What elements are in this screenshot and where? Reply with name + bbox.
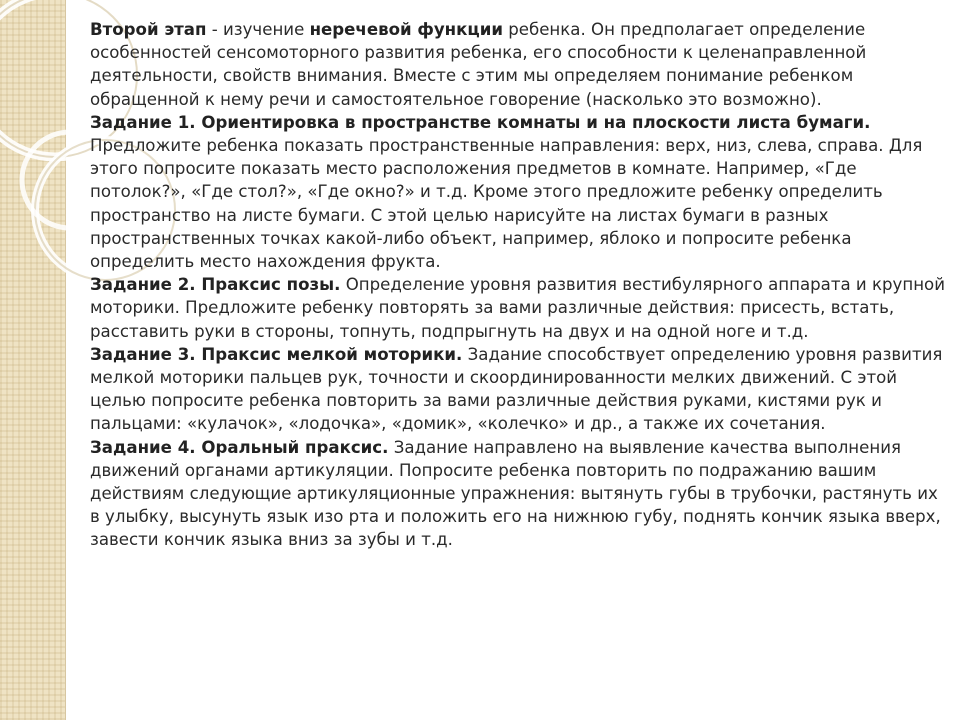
decorative-side-panel <box>0 0 66 720</box>
task-paragraph-1 <box>90 111 950 273</box>
stage-title: Второй этап <box>90 20 207 39</box>
task-text-1: Предложите ребенка показать пространственные направления: верх, низ, слева, справа. Для этого попросите показать место расположения предметов в комнате. Например, «Где потолок?», «Где стол?», «Где окно?» и т.д. Кроме этого предложите ребенку определить пространство на листе бумаги. С этой целью нарисуйте на листах бумаги в разных пространственных точках какой-либо объект, например, яблоко и попросите ребенка определить место нахождения фрукта. <box>90 136 923 272</box>
task-heading-4: Задание 4. Оральный праксис. <box>90 437 389 457</box>
task-text-4: Задание направлено на выявление качества выполнения движений органами артикуляции. Попросите ребенка повторить по подражанию вашим действиям следующие артикуляционные упражнения: вытянуть губы в трубочки, растянуть их в улыбку, высунуть язык изо рта и положить его на нижнюю губу, поднять кончик языка вверх, завести кончик языка вниз за зубы и т.д. <box>90 437 941 550</box>
slide-body-text <box>90 18 950 552</box>
task-paragraph-4 <box>90 436 950 552</box>
task-text-3: Задание способствует определению уровня развития мелкой моторики пальцев рук, точности и скоординированности мелких движений. С этой целью попросите ребенка повторить за вами различные действия руками, кистями рук и пальцами: «кулачок», «лодочка», «домик», «колечко» и др., а также их сочетания. <box>90 344 943 434</box>
task-paragraph-3 <box>90 343 950 436</box>
intro-text: ребенка. Он предполагает определение особенностей сенсомоторного развития ребенка, его способности к целенаправленной деятельности, свойств внимания. Вместе с этим мы определяем понимание ребенком обращенной к нему речи и самостоятельное говорение (насколько это возможно). <box>90 20 867 109</box>
task-heading-2: Задание 2. Праксис позы. <box>90 275 341 295</box>
task-paragraph-2 <box>90 273 950 343</box>
task-text-2: Определение уровня развития вестибулярного аппарата и крупной моторики. Предложите ребенку повторять за вами различные действия: присесть, встать, расставить руки в стороны, топнуть, подпрыгнуть на двух и на одной ноге и т.д. <box>90 275 945 341</box>
task-heading-3: Задание 3. Праксис мелкой моторики. <box>90 344 463 364</box>
task-heading-1: Задание 1. Ориентировка в пространстве комнаты и на плоскости листа бумаги. <box>90 112 871 132</box>
stage-connector: - изучение <box>206 20 310 39</box>
intro-paragraph <box>90 18 950 111</box>
stage-focus: неречевой функции <box>309 20 503 39</box>
